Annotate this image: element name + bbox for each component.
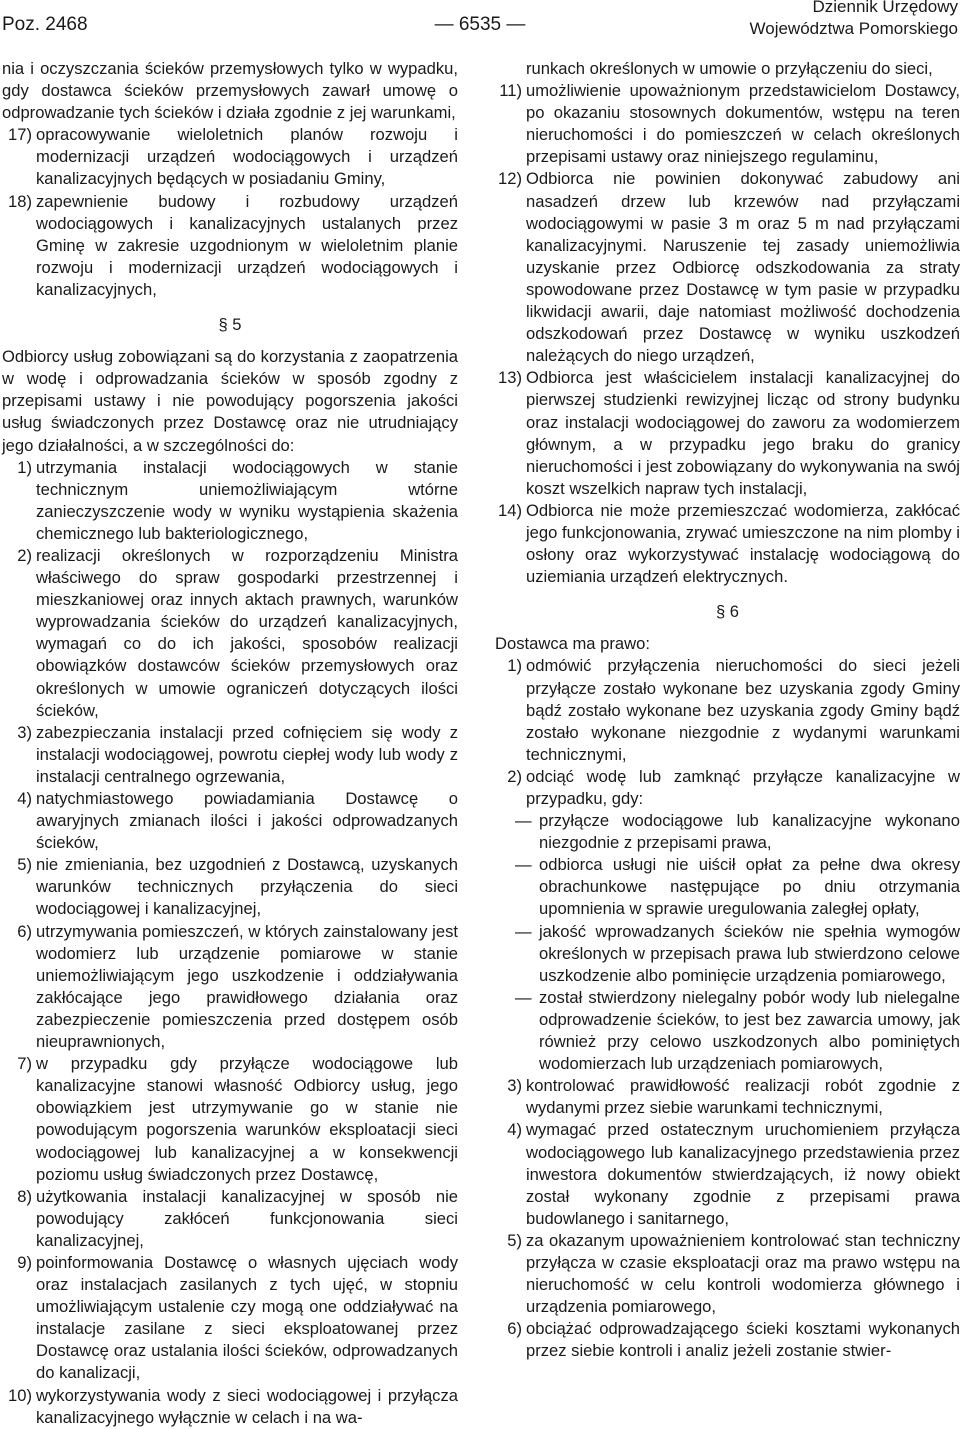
list-item-number: 4) [17,789,32,808]
section-6-title: § 6 [715,602,740,622]
continued-paragraph: nia i oczyszczania ścieków przemysłowych tylko w wypadku, gdy dostawca ścieków przemysłowych zawarł umowę o odprowadzanie tych ścieków i działa zgodnie z jej warunkami, [2,59,458,123]
section-6-intro: Dostawca ma prawo: [495,634,650,654]
list-item [2,545,458,722]
list-item-text: poinformowania Dostawcę o własnych ujęciach wody oraz instalacjach zasilanych z tych ujęć, w stopniu umożliwiającym ustalenie czy mogą one oddziaływać na instalacje zasilane z sieci eksploatowanej przez Dostawcę oraz ustalania ilości ścieków, odprowadzanych do kanalizacji, [36,1252,458,1383]
list-item-text: odbiorca usługi nie uiścił opłat za pełne dwa okresy obrachunkowe następujące po dniu otrzymania upomnienia w sprawie uregulowania zaległej opłaty, [539,855,960,919]
section-5-list [2,457,458,1429]
dash-list-item [515,810,960,854]
journal-title-line1: Dziennik Urzędowy [812,0,958,16]
list-item-number: 2) [507,766,522,786]
list-item-number: 5) [17,855,32,875]
list-item-number: 6) [507,1319,522,1339]
list-item-number: 14) [498,500,522,520]
continued-paragraph-right: runkach określonych w umowie o przyłączeniu do sieci, [526,59,933,78]
list-item-text: Odbiorca jest właścicielem instalacji kanalizacyjnej do pierwszej studzienki rewizyjnej licząc od strony budynku oraz instalacji wodociągowej do zaworu za wodomierzem głównym, a w przypadku jego braku do granicy nieruchomości i jest zobowiązany do wykonywania na swój koszt wszelkich napraw tych instalacji, [526,368,960,498]
dash-marker: — [515,921,532,941]
list-prev-items [2,124,458,301]
left-column [2,58,458,1429]
list-item-text: obciążać odprowadzającego ścieki kosztami wykonanych przez siebie kontroli i analiz jeżeli zostanie stwier- [526,1319,960,1361]
list-item [495,655,960,765]
list-item-text: opracowywanie wieloletnich planów rozwoju i modernizacji urządzeń wodociągowych i urządzeń kanalizacyjnych będących w posiadaniu Gminy, [36,125,458,189]
section-6-list-rest [495,1075,960,1362]
page-number: — 6535 — [434,14,526,35]
journal-title [750,0,959,40]
list-item-text: Odbiorca nie powinien dokonywać zabudowy ani nasadzeń drzew lub krzewów nad przyłączami wodociągowymi w pasie 3 m oraz 5 m nad przyłączami kanalizacyjnymi. Naruszenie tej zasady uniemożliwia uzyskanie przez Odbiorcę odszkodowania za straty spowodowane przez Dostawcę w tym pasie w przypadku likwidacji awarii, daje natomiast możliwość dochodzenia odszkodowań przez Dostawcę w wyniku uszkodzeń należących do niego urządzeń, [526,169,960,366]
list-item [2,854,458,920]
list-item [495,1075,960,1119]
section-5-title: § 5 [218,315,242,335]
page-position: Poz. 2468 [2,14,88,35]
list-item [495,1230,960,1318]
list-item-text: za okazanym upoważnieniem kontrolować stan techniczny przyłącza w czasie eksploatacji oraz ma prawo wstępu na nieruchomość w celu kontroli wodomierza głównego i urządzenia pomiarowego, [526,1230,960,1317]
list-item [495,766,960,810]
list-item [495,80,960,168]
list-item-number: 6) [17,921,32,941]
list-item [495,1119,960,1229]
list-item-text: został stwierdzony nielegalny pobór wody lub nielegalne odprowadzenie ścieków, to jest bez zawarcia umowy, jak również przy celowo uszkodzonych albo pominiętych wodomierzach lub urządzeniach pomiarowych, [539,987,960,1074]
dash-list-item [515,987,960,1075]
list-item-number: 8) [17,1186,32,1206]
dash-marker: — [515,811,532,831]
list-item [2,191,458,301]
right-column [495,58,960,1362]
list-item-text: przyłącze wodociągowe lub kanalizacyjne wykonano niezgodnie z przepisami prawa, [539,811,960,853]
list-item [495,500,960,588]
list-item [495,1318,960,1362]
list-item-text: nie zmieniania, bez uzgodnień z Dostawcą, uzyskanych warunków technicznych przyłączenia do sieci wodociągowej i kanalizacyjnej, [36,855,458,919]
list-item [495,367,960,500]
list-item [2,1252,458,1385]
list-item-text: zabezpieczania instalacji przed cofnięciem się wody z instalacji wodociągowej, powrotu ciepłej wody lub wody z instalacji centralnego ogrzewania, [36,722,458,786]
list-item-number: 5) [507,1230,522,1250]
dash-list-item [515,854,960,920]
dash-list-item [515,921,960,987]
list-item-number: 13) [498,368,522,388]
dash-marker: — [515,855,532,875]
dash-marker: — [515,987,532,1007]
list-item [2,788,458,854]
list-item [2,1385,458,1429]
list-item-number: 9) [17,1252,32,1272]
list-item-text: utrzymywania pomieszczeń, w których zainstalowany jest wodomierz lub urządzenie pomiarowe w stanie uniemożliwiającym jego uszkodzenie i oddziaływania zakłócające jego prawidłowego działania oraz zabezpieczenie pomieszczenia przed dostępem osób nieuprawnionych, [36,921,458,1052]
list-item-number: 4) [507,1120,522,1140]
list-item-text: jakość wprowadzanych ścieków nie spełnia wymogów określonych w przepisach prawa lub stwierdzono celowe uszkodzenie albo pominięcie urządzenia pomiarowego, [539,921,960,985]
list-item-number: 17) [8,125,32,145]
list-item-text: Odbiorca nie może przemieszczać wodomierza, zakłócać jego funkcjonowania, zrywać umieszczone na nim plomby i osłony oraz wykorzystywać instalację wodociągową do uziemiania urządzeń elektrycznych. [526,500,960,587]
list-item [2,457,458,545]
list-item [2,1186,458,1252]
list-item [2,921,458,1054]
list-item-number: 1) [17,457,32,477]
list-item-number: 2) [17,545,32,565]
list-item-text: realizacji określonych w rozporządzeniu Ministra właściwego do spraw gospodarki przestrzennej i mieszkaniowej oraz innych aktach prawnych, warunków wyprowadzania ścieków do urządzeń kanalizacyjnych, wymagań co do ich jakości, sposobów realizacji obowiązków dostawców ścieków przemysłowych oraz określonych w umowie ograniczeń dotyczących ilości ścieków, [36,545,458,720]
list-item-number: 18) [8,191,32,211]
list-item-text: kontrolować prawidłowość realizacji robót zgodnie z wydanymi przez siebie warunkami technicznymi, [526,1076,960,1118]
list-item-text: wymagać przed ostatecznym uruchomieniem przyłącza wodociągowego lub kanalizacyjnego przedstawienia przez inwestora dokumentów stwierdzających, iż nowy obiekt został wykonany zgodnie z przepisami prawa budowlanego i sanitarnego, [526,1120,960,1228]
section-5-intro: Odbiorcy usług zobowiązani są do korzystania z zaopatrzenia w wodę i odprowadzania ścieków w sposób zgodny z przepisami ustawy i nie powodujący pogorszenia jakości usług świadczonych przez Dostawcę oraz nie utrudniający jego działalności, a w szczególności do: [2,347,458,455]
list-item-number: 7) [17,1054,32,1074]
list-item-text: użytkowania instalacji kanalizacyjnej w sposób nie powodujący zakłóceń funkcjonowania sieci kanalizacyjnej, [36,1186,458,1250]
journal-title-line2: Województwa Pomorskiego [749,19,958,38]
list-item [2,124,458,190]
dash-list [495,810,960,1075]
list-item-text: zapewnienie budowy i rozbudowy urządzeń wodociągowych i kanalizacyjnych ustalanych przez Gminę w zakresie uzgodnionym w wieloletnim planie rozwoju i modernizacji urządzeń wodociągowych i kanalizacyjnych, [36,191,458,299]
list-continued-items [495,80,960,588]
page-header [0,0,960,44]
list-item-number: 10) [8,1385,32,1405]
list-item-number: 3) [17,722,32,742]
list-item [495,168,960,367]
list-item-number: 3) [507,1076,522,1096]
list-item [2,1053,458,1186]
list-item-text: w przypadku gdy przyłącze wodociągowe lub kanalizacyjne stanowi własność Odbiorcy usług, jego obowiązkiem jest utrzymywanie go w stanie nie powodującym pogorszenia warunków eksploatacji sieci wodociągowej lub kanalizacyjnej a w konsekwencji poziomu usług świadczonych przez Dostawcę, [36,1054,458,1184]
list-item-text: umożliwienie upoważnionym przedstawicielom Dostawcy, po okazaniu stosownych dokumentów, wstępu na teren nieruchomości i do pomieszczeń w celach określonych przepisami ustawy oraz niniejszego regulaminu, [526,81,960,167]
list-item-number: 12) [498,169,522,189]
list-item-text: natychmiastowego powiadamiania Dostawcę o awaryjnych zmianach ilości i jakości odprowadzanych ścieków, [36,789,458,853]
list-item [2,722,458,788]
list-item-text: odmówić przyłączenia nieruchomości do sieci jeżeli przyłącze zostało wykonane bez uzyskania zgody Gminy bądź zostało wykonane bez uzyskania zgody Gminy bądź zostało wykonane niezgodnie z wydanymi warunkami technicznymi, [526,656,960,764]
list-item-text: odciąć wodę lub zamknąć przyłącze kanalizacyjne w przypadku, gdy: [526,766,960,808]
list-item-number: 11) [499,81,522,101]
list-item-number: 1) [507,656,522,676]
list-item-text: utrzymania instalacji wodociągowych w stanie technicznym uniemożliwiającym wtórne zanieczyszczenie wody w wyniku wystąpienia skażenia chemicznego lub bakteriologicznego, [36,457,458,543]
list-item-text: wykorzystywania wody z sieci wodociągowej i przyłącza kanalizacyjnego wyłącznie w celach i na wa- [36,1385,458,1427]
